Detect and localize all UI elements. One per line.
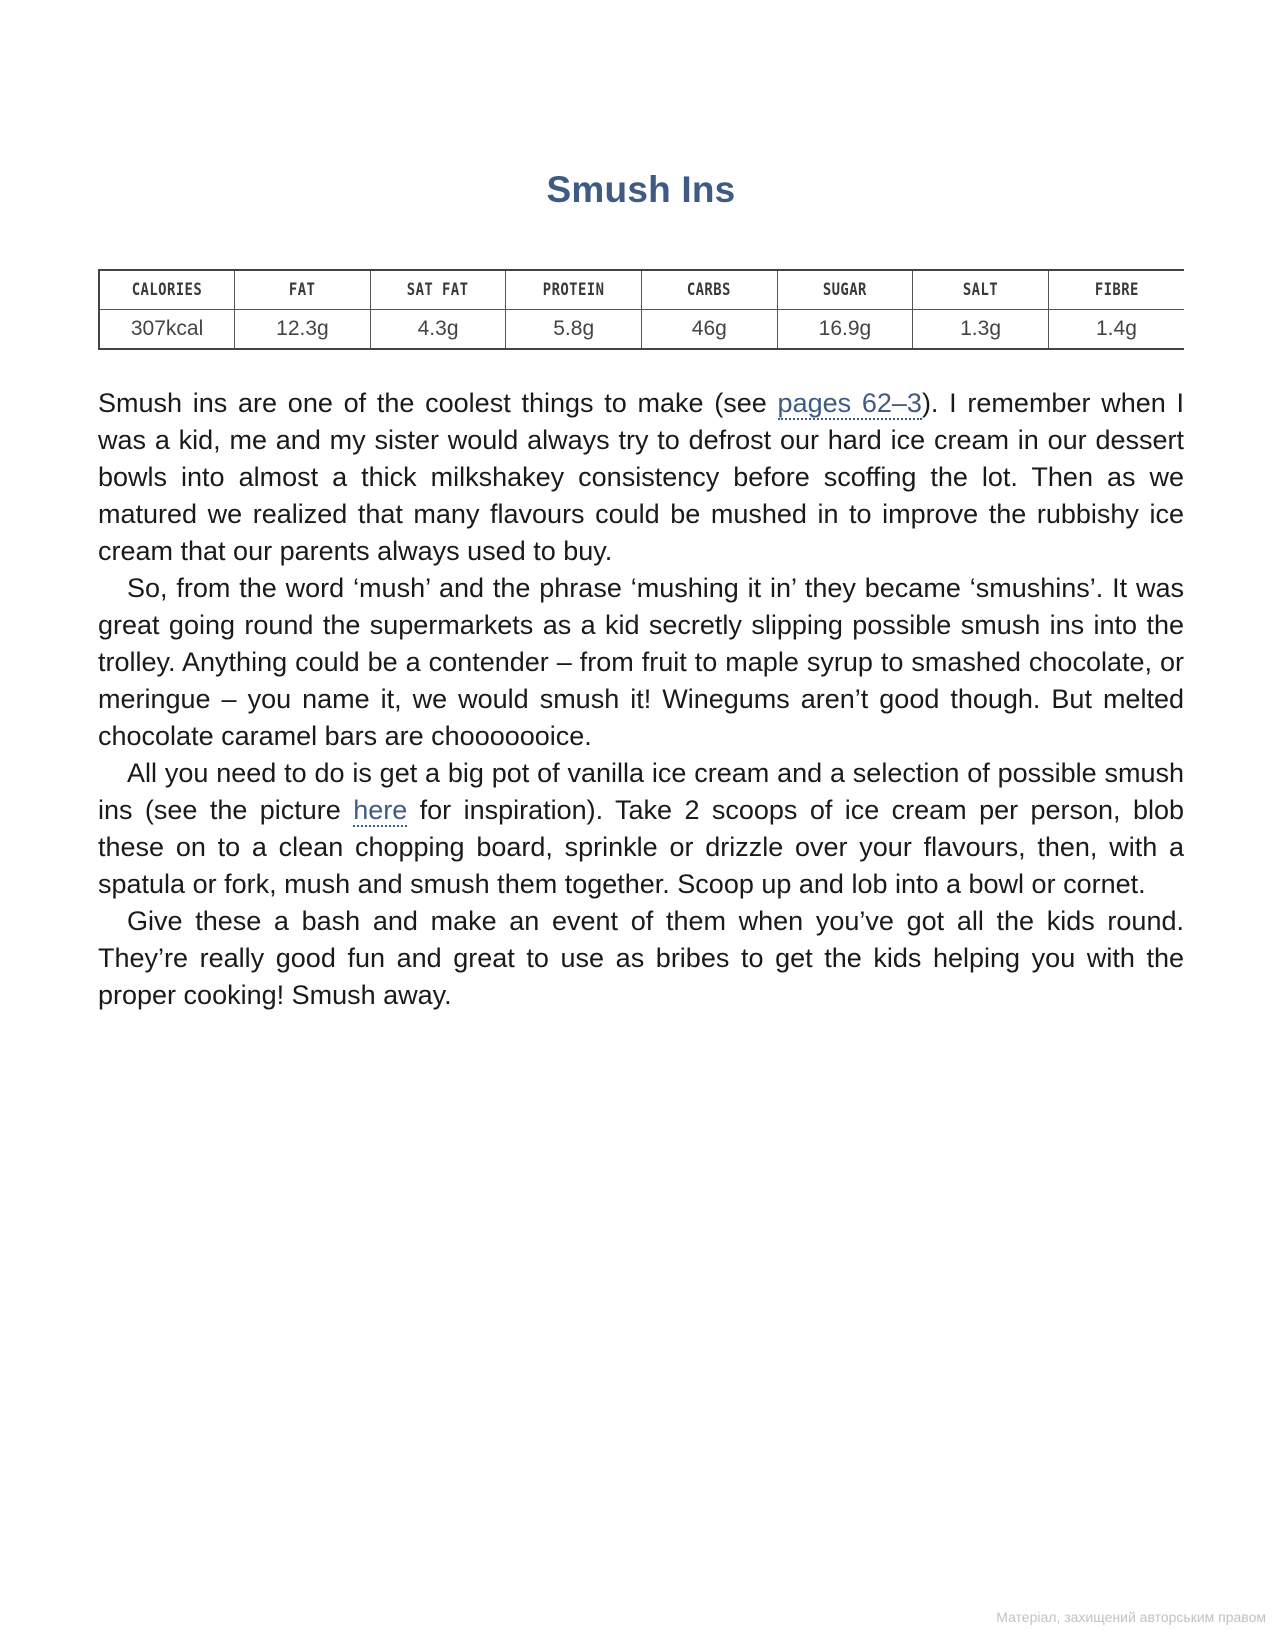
nutrition-value-fat: 12.3g (235, 310, 371, 350)
nutrition-header-protein: PROTEIN (506, 270, 642, 310)
nutrition-value-salt: 1.3g (913, 310, 1049, 350)
nutrition-value-sugar: 16.9g (777, 310, 913, 350)
paragraph-method-text-start: All you need to do is get a big pot of vanilla ice cream and a selection of possible smush ins (see the picture (98, 758, 1184, 825)
paragraph-intro-text-end: ). I remember when I was a kid, me and my sister would always try to defrost our hard ice cream in our dessert bowls into almost a thick milkshakey consistency before scoffing the lot. Then as we matured we realized that many flavours could be mushed in to improve the rubbishy ice cream that our parents always used to buy. (98, 388, 1184, 566)
nutrition-header-sugar: SUGAR (777, 270, 913, 310)
nutrition-header-salt: SALT (913, 270, 1049, 310)
nutrition-header-row (99, 270, 1184, 310)
nutrition-table (98, 269, 1184, 350)
nutrition-header-fat: FAT (235, 270, 371, 310)
nutrition-header-sat-fat: SAT FAT (370, 270, 506, 310)
nutrition-value-fibre: 1.4g (1048, 310, 1184, 350)
page-title: Smush Ins (546, 168, 736, 210)
nutrition-value-sat-fat: 4.3g (370, 310, 506, 350)
nutrition-value-protein: 5.8g (506, 310, 642, 350)
nutrition-header-fibre: FIBRE (1048, 270, 1184, 310)
pages-link[interactable]: pages 62–3 (777, 388, 922, 418)
paragraph-method-text-end: for inspiration). Take 2 scoops of ice cream per person, blob these on to a clean chopping board, sprinkle or drizzle over your flavours, then, with a spatula or fork, mush and smush them together. Scoop up and lob into a bowl or cornet. (98, 795, 1185, 899)
paragraph-method (98, 755, 1184, 903)
picture-link[interactable]: here (353, 795, 408, 825)
paragraph-closing: Give these a bash and make an event of them when you’ve got all the kids round. They’re really good fun and great to use as bribes to get the kids helping you with the proper cooking! Smush away. (98, 906, 1184, 1010)
nutrition-header-calories: CALORIES (99, 270, 235, 310)
nutrition-value-carbs: 46g (642, 310, 778, 350)
nutrition-value-calories: 307kcal (99, 310, 235, 350)
recipe-body (98, 385, 1184, 1014)
nutrition-value-row (99, 310, 1184, 350)
copyright-watermark: Матеріал, захищений авторським правом (996, 1609, 1266, 1625)
paragraph-smushins: So, from the word ‘mush’ and the phrase ‘mushing it in’ they became ‘smushins’. It was great going round the supermarkets as a kid secretly slipping possible smush ins into the trolley. Anything could be a contender – from fruit to maple syrup to smashed chocolate, or meringue – you name it, we would smush it! Winegums aren’t good though. But melted chocolate caramel bars are chooooooice. (98, 573, 1184, 751)
nutrition-header-carbs: CARBS (642, 270, 778, 310)
paragraph-intro (98, 385, 1184, 570)
paragraph-intro-text-start: Smush ins are one of the coolest things to make (see (98, 388, 778, 418)
